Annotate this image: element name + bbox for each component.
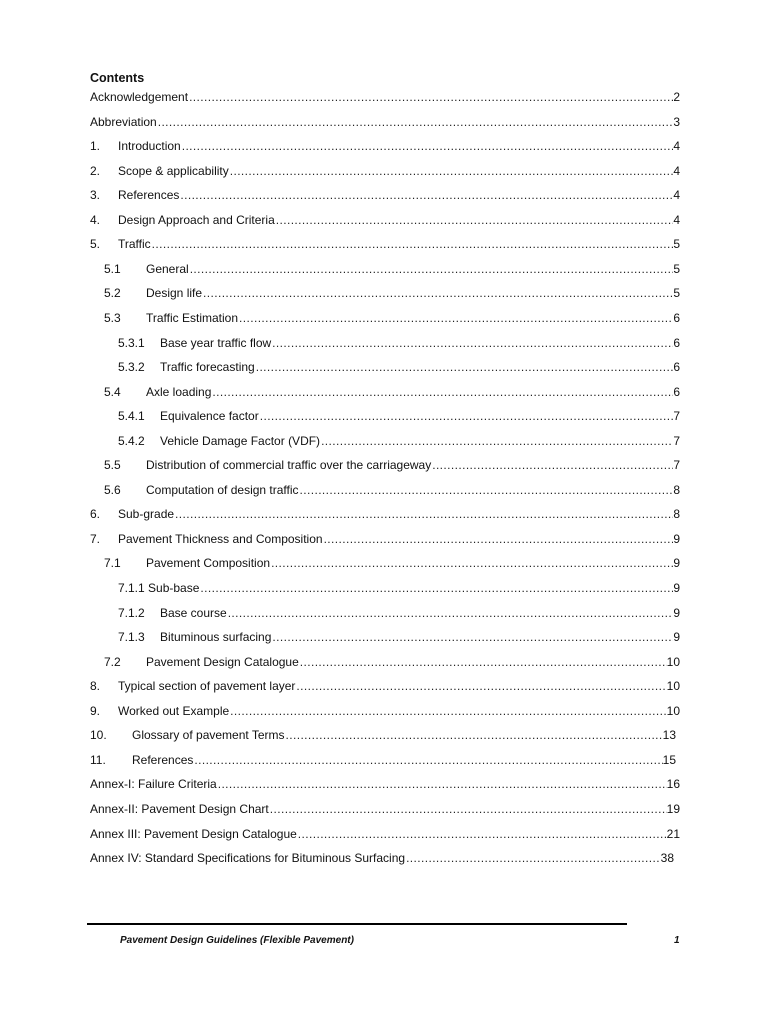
toc-entry-number: 5.3: [104, 310, 121, 325]
toc-entry-title: Annex III: Pavement Design Catalogue: [90, 824, 298, 844]
toc-leader-dots: [271, 553, 673, 573]
toc-entry-title: Vehicle Damage Factor (VDF): [160, 431, 321, 451]
toc-leader-dots: [406, 848, 661, 868]
toc-entry-page: 2: [673, 87, 680, 107]
toc-entry-page: 5: [673, 234, 680, 254]
toc-entry[interactable]: [90, 627, 680, 647]
toc-entry-title: Traffic Estimation: [146, 308, 239, 328]
toc-entry-number: 7.1.2: [118, 605, 145, 620]
toc-entry-title: Traffic: [118, 234, 152, 254]
toc-leader-dots: [286, 725, 663, 745]
toc-entry-number: 6.: [90, 507, 101, 522]
toc-leader-dots: [298, 824, 667, 844]
toc-entry[interactable]: [90, 431, 680, 451]
toc-leader-dots: [260, 406, 674, 426]
toc-entry-page: 10: [667, 676, 680, 696]
toc-leader-dots: [230, 701, 666, 721]
toc-leader-dots: [200, 578, 673, 598]
toc-entry-title: Worked out Example: [118, 701, 230, 721]
toc-entry[interactable]: [90, 112, 680, 132]
toc-leader-dots: [180, 185, 673, 205]
toc-entry-title: References: [132, 750, 194, 770]
toc-entry-page: 8: [673, 504, 680, 524]
toc-leader-dots: [300, 480, 674, 500]
toc-entry-title: Distribution of commercial traffic over the carriageway: [146, 455, 432, 475]
toc-entry[interactable]: [90, 504, 680, 524]
toc-entry-page: 4: [673, 136, 680, 156]
toc-leader-dots: [218, 774, 667, 794]
toc-entry-title: 7.1.1 Sub-base: [118, 578, 200, 598]
toc-entry-title: Axle loading: [146, 382, 212, 402]
toc-entry[interactable]: [90, 283, 680, 303]
toc-leader-dots: [228, 603, 674, 623]
toc-entry-page: 15: [663, 750, 676, 770]
toc-entry-title: Base course: [160, 603, 228, 623]
toc-entry-number: 5.4: [104, 384, 121, 399]
toc-entry-number: 10.: [90, 728, 107, 743]
toc-entry[interactable]: [90, 652, 680, 672]
toc-entry-number: 9.: [90, 703, 101, 718]
toc-entry-number: 5.5: [104, 458, 121, 473]
toc-leader-dots: [189, 87, 673, 107]
footer-document-title: Pavement Design Guidelines (Flexible Pavement): [120, 935, 354, 946]
footer-page-number: 1: [674, 935, 680, 946]
toc-entry-page: 5: [673, 283, 680, 303]
toc-entry-number: 8.: [90, 679, 101, 694]
toc-entry[interactable]: [90, 136, 680, 156]
toc-entry-page: 16: [667, 774, 680, 794]
toc-entry-page: 6: [673, 308, 680, 328]
toc-leader-dots: [272, 627, 673, 647]
toc-entry-number: 7.2: [104, 654, 121, 669]
toc-entry[interactable]: [90, 701, 680, 721]
toc-entry[interactable]: [90, 406, 680, 426]
toc-entry-page: 8: [673, 480, 680, 500]
toc-entry-page: 21: [667, 824, 680, 844]
toc-entry-number: 5.4.1: [118, 409, 145, 424]
toc-entry-number: 5.2: [104, 286, 121, 301]
toc-leader-dots: [324, 529, 674, 549]
toc-entry-number: 1.: [90, 139, 101, 154]
toc-entry-page: 9: [673, 529, 680, 549]
toc-entry-number: 7.: [90, 531, 101, 546]
toc-entry[interactable]: [90, 333, 680, 353]
toc-entry-page: 9: [673, 603, 680, 623]
toc-entry-title: General: [146, 259, 190, 279]
toc-entry-title: Pavement Composition: [146, 553, 271, 573]
toc-entry-number: 5.3.1: [118, 335, 145, 350]
toc-entry-page: 13: [663, 725, 676, 745]
toc-heading: Contents: [90, 71, 145, 85]
toc-entry[interactable]: [90, 161, 680, 181]
toc-entry-page: 19: [667, 799, 680, 819]
toc-entry-page: 4: [673, 161, 680, 181]
toc-entry[interactable]: [90, 750, 676, 770]
toc-leader-dots: [256, 357, 674, 377]
toc-entry-page: 6: [673, 382, 680, 402]
toc-entry-number: 5.3.2: [118, 360, 145, 375]
toc-entry-page: 3: [673, 112, 680, 132]
toc-entry-title: Traffic forecasting: [160, 357, 256, 377]
toc-entry[interactable]: [90, 259, 680, 279]
toc-leader-dots: [296, 676, 666, 696]
toc-entry-number: 11.: [90, 752, 106, 767]
toc-entry-title: Sub-grade: [118, 504, 175, 524]
toc-entry-page: 38: [661, 848, 674, 868]
toc-entry[interactable]: [90, 357, 680, 377]
toc-entry-page: 7: [673, 406, 680, 426]
toc-leader-dots: [300, 652, 667, 672]
toc-entry-number: 7.1: [104, 556, 121, 571]
toc-leader-dots: [272, 333, 673, 353]
toc-entry-page: 6: [673, 357, 680, 377]
toc-entry-title: Equivalence factor: [160, 406, 260, 426]
toc-entry-number: 4.: [90, 212, 101, 227]
toc-entry-title: Introduction: [118, 136, 182, 156]
toc-entry[interactable]: [90, 799, 680, 819]
toc-entry-page: 7: [673, 431, 680, 451]
toc-entry-title: Typical section of pavement layer: [118, 676, 296, 696]
toc-entry-title: Glossary of pavement Terms: [132, 725, 286, 745]
toc-entry[interactable]: [90, 774, 680, 794]
toc-entry[interactable]: [90, 308, 680, 328]
toc-entry[interactable]: [90, 725, 676, 745]
toc-leader-dots: [203, 283, 673, 303]
toc-entry[interactable]: [90, 382, 680, 402]
toc-entry[interactable]: [90, 210, 680, 230]
toc-leader-dots: [270, 799, 667, 819]
toc-entry-title: Annex-II: Pavement Design Chart: [90, 799, 270, 819]
toc-entry-title: References: [118, 185, 180, 205]
toc-leader-dots: [230, 161, 674, 181]
toc-leader-dots: [182, 136, 674, 156]
toc-entry-title: Bituminous surfacing: [160, 627, 272, 647]
toc-entry-title: Acknowledgement: [90, 87, 189, 107]
toc-entry-number: 2.: [90, 163, 101, 178]
toc-entry-page: 6: [673, 333, 680, 353]
toc-entry[interactable]: [90, 824, 680, 844]
toc-entry[interactable]: [90, 455, 680, 475]
toc-leader-dots: [158, 112, 674, 132]
toc-entry-number: 5.6: [104, 482, 121, 497]
toc-entry[interactable]: [90, 578, 680, 598]
toc-entry-title: Scope & applicability: [118, 161, 230, 181]
toc-entry-page: 7: [673, 455, 680, 475]
toc-entry-title: Pavement Thickness and Composition: [118, 529, 324, 549]
toc-entry-number: 3.: [90, 188, 101, 203]
toc-entry-page: 4: [673, 185, 680, 205]
toc-leader-dots: [432, 455, 673, 475]
toc-leader-dots: [194, 750, 662, 770]
toc-entry-title: Design Approach and Criteria: [118, 210, 276, 230]
toc-leader-dots: [212, 382, 673, 402]
toc-entry[interactable]: [90, 480, 680, 500]
toc-entry-page: 5: [673, 259, 680, 279]
toc-entry-page: 9: [673, 627, 680, 647]
toc-entry[interactable]: [90, 234, 680, 254]
toc-entry[interactable]: [90, 848, 674, 868]
footer-divider: [87, 923, 627, 925]
toc-entry[interactable]: [90, 603, 680, 623]
toc-entry-title: Annex IV: Standard Specifications for Bituminous Surfacing: [90, 848, 406, 868]
toc-entry-page: 10: [667, 652, 680, 672]
toc-leader-dots: [239, 308, 673, 328]
toc-leader-dots: [276, 210, 674, 230]
toc-entry-page: 9: [673, 578, 680, 598]
toc-entry-title: Design life: [146, 283, 203, 303]
toc-entry[interactable]: [90, 553, 680, 573]
toc-entry[interactable]: [90, 676, 680, 696]
toc-leader-dots: [175, 504, 673, 524]
toc-entry-page: 4: [673, 210, 680, 230]
toc-entry[interactable]: [90, 529, 680, 549]
toc-leader-dots: [321, 431, 673, 451]
toc-entry[interactable]: [90, 185, 680, 205]
toc-entry-number: 5.: [90, 237, 101, 252]
toc-entry-title: Pavement Design Catalogue: [146, 652, 300, 672]
toc-entry-title: Base year traffic flow: [160, 333, 272, 353]
toc-leader-dots: [190, 259, 674, 279]
toc-entry-title: Abbreviation: [90, 112, 158, 132]
toc-entry-number: 5.1: [104, 261, 121, 276]
toc-entry[interactable]: [90, 87, 680, 107]
toc-leader-dots: [152, 234, 674, 254]
toc-entry-page: 9: [673, 553, 680, 573]
toc-entry-title: Computation of design traffic: [146, 480, 300, 500]
toc-entry-number: 5.4.2: [118, 433, 145, 448]
toc-entry-title: Annex-I: Failure Criteria: [90, 774, 218, 794]
toc-entry-page: 10: [667, 701, 680, 721]
toc-entry-number: 7.1.3: [118, 630, 145, 645]
